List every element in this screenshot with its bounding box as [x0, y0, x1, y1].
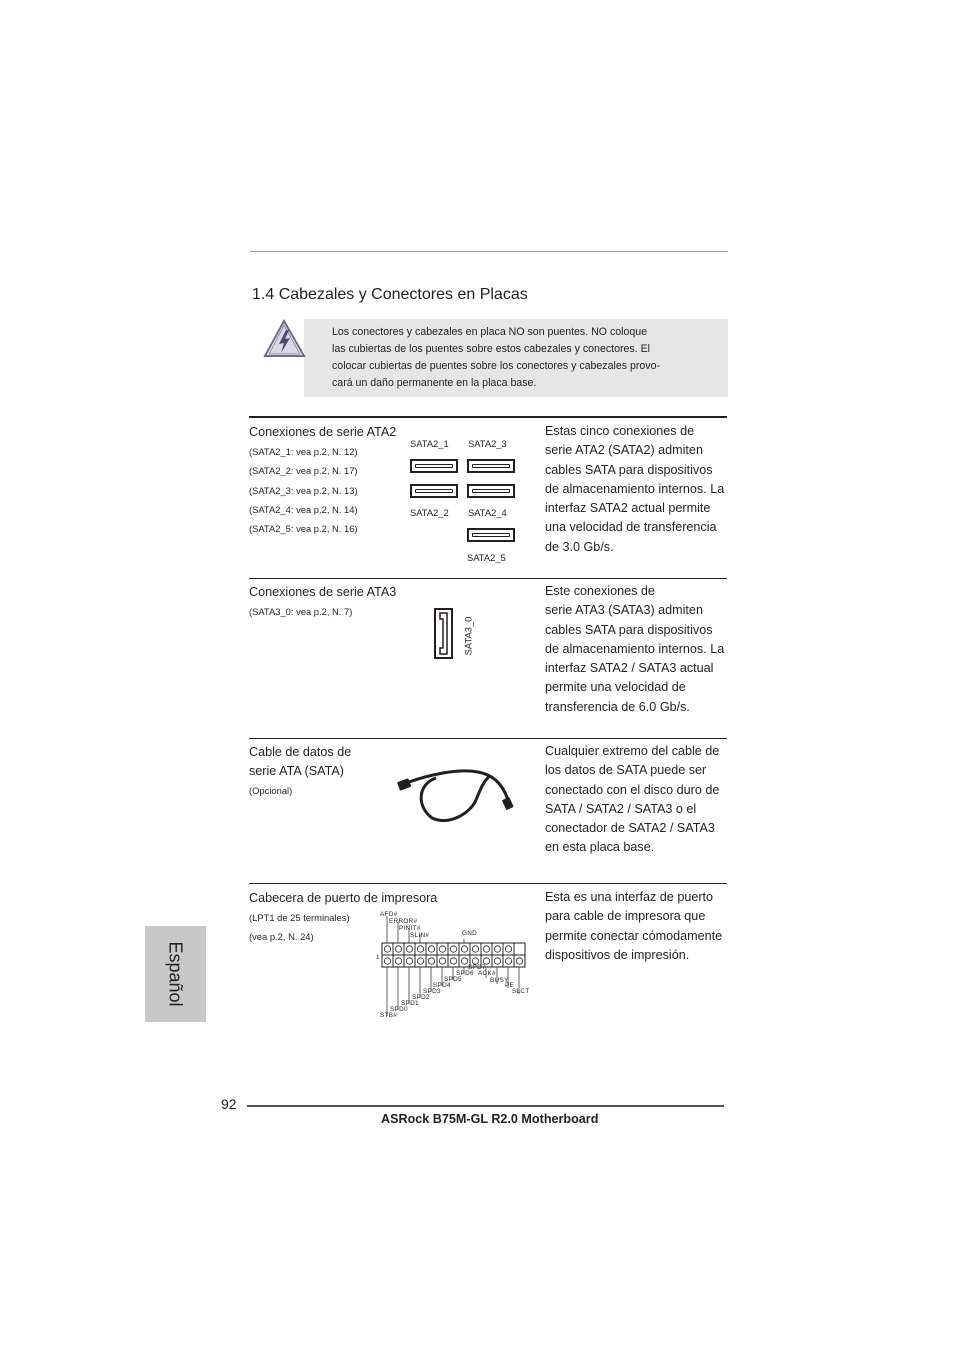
- desc-line: dispositivos de impresión.: [545, 947, 690, 962]
- pin1-marker: 1: [376, 954, 380, 961]
- printer-ref: (vea p.2, N. 24): [249, 931, 314, 942]
- cable-title-line: serie ATA (SATA): [249, 764, 344, 778]
- cable-description: [545, 742, 719, 858]
- sata2-1-connector-icon: [410, 459, 458, 473]
- pin-label-slin: SLIN#: [410, 932, 430, 939]
- pin-label-ack: ACK#: [478, 970, 496, 977]
- pin-label-busy: BUSY: [490, 977, 509, 984]
- warning-hand-icon: [262, 318, 306, 360]
- sata3-description: [545, 582, 724, 717]
- warning-line: cará un daño permanente en la placa base.: [332, 377, 537, 389]
- sata3-title: Conexiones de serie ATA3: [249, 585, 397, 599]
- desc-line: Esta es una interfaz de puerto: [545, 890, 714, 904]
- sata2-divider: [249, 416, 727, 418]
- desc-line: los datos de SATA puede ser: [545, 763, 707, 778]
- sata2-1-label: SATA2_1: [410, 438, 449, 449]
- printer-divider: [249, 883, 727, 884]
- pin-label-spd4: SPD4: [433, 982, 451, 989]
- footer-product: ASRock B75M-GL R2.0 Motherboard: [381, 1112, 599, 1126]
- desc-line: en esta placa base.: [545, 840, 655, 855]
- desc-line: cables SATA para dispositivos: [545, 622, 713, 637]
- sata3-divider: [249, 578, 727, 579]
- sata2-2-connector-icon: [410, 484, 458, 498]
- section-title: 1.4 Cabezales y Conectores en Placas: [252, 286, 528, 303]
- printer-ref: (LPT1 de 25 terminales): [249, 912, 350, 923]
- desc-line: conectado con el disco duro de: [545, 782, 720, 797]
- cable-divider: [249, 738, 727, 739]
- pin-label-afd: AFD#: [380, 911, 398, 918]
- pin-label-spd3: SPD3: [423, 988, 441, 995]
- sata2-4-label: SATA2_4: [468, 507, 507, 518]
- sata2-4-connector-icon: [467, 484, 515, 498]
- desc-line: Cualquier extremo del cable de: [545, 744, 720, 758]
- sata2-ref: (SATA2_4: vea p.2, N. 14): [249, 504, 358, 515]
- desc-line: permite una velocidad de: [545, 680, 686, 695]
- sata3-ref: (SATA3_0: vea p.2, N. 7): [249, 606, 353, 617]
- pin-label-spd7: SPD7: [468, 964, 486, 971]
- desc-line: de 3.0 Gb/s.: [545, 539, 614, 554]
- warning-line: Los conectores y cabezales en placa NO son puentes. NO coloque: [332, 326, 648, 338]
- pin-label-gnd: GND: [462, 930, 478, 937]
- language-tab-label: Español: [165, 941, 186, 1007]
- sata2-ref: (SATA2_2: vea p.2, N. 17): [249, 465, 358, 476]
- pin-label-pe: PE: [505, 982, 515, 989]
- sata2-ref: (SATA2_1: vea p.2, N. 12): [249, 446, 358, 457]
- desc-line: transferencia de 6.0 Gb/s.: [545, 699, 690, 714]
- top-divider: [250, 251, 728, 252]
- pin-label-spd6: SPD6: [456, 970, 474, 977]
- desc-line: Estas cinco conexiones de: [545, 424, 695, 438]
- desc-line: para cable de impresora que: [545, 909, 706, 924]
- pin-label-spd5: SPD5: [444, 976, 462, 983]
- desc-line: SATA / SATA2 / SATA3 o el: [545, 801, 697, 816]
- pin-label-spd2: SPD2: [412, 994, 430, 1001]
- warning-line: las cubiertas de los puentes sobre estos cabezales y conectores. El: [332, 343, 650, 355]
- footer-divider: [247, 1105, 724, 1107]
- desc-line: serie ATA3 (SATA3) admiten: [545, 603, 703, 618]
- sata2-description: [545, 422, 724, 557]
- desc-line: una velocidad de transferencia: [545, 520, 717, 535]
- desc-line: Este conexiones de: [545, 584, 655, 598]
- desc-line: interfaz SATA2 / SATA3 actual: [545, 661, 714, 676]
- sata3-0-connector-icon: [434, 608, 454, 660]
- printer-description: [545, 888, 722, 965]
- pin-label-slct: SLCT: [512, 988, 530, 995]
- warning-text: [332, 324, 682, 392]
- cable-title-line: Cable de datos de: [249, 745, 352, 759]
- sata2-5-label: SATA2_5: [467, 552, 506, 563]
- cable-note: (Opcional): [249, 785, 293, 796]
- sata2-2-label: SATA2_2: [410, 507, 449, 518]
- sata2-3-connector-icon: [467, 459, 515, 473]
- lpt-header-diagram: [378, 908, 538, 1023]
- page-number: 92: [221, 1096, 237, 1112]
- pin-label-pinit: PINIT#: [399, 925, 421, 932]
- desc-line: interfaz SATA2 actual permite: [545, 501, 711, 516]
- pin-label-error: ERROR#: [389, 918, 418, 925]
- sata2-title: Conexiones de serie ATA2: [249, 425, 397, 439]
- desc-line: cables SATA para dispositivos: [545, 462, 713, 477]
- desc-line: de almacenamiento internos. La: [545, 481, 725, 496]
- desc-line: de almacenamiento internos. La: [545, 641, 725, 656]
- sata2-ref: (SATA2_3: vea p.2, N. 13): [249, 485, 358, 496]
- printer-title: Cabecera de puerto de impresora: [249, 891, 438, 905]
- desc-line: permite conectar cómodamente: [545, 928, 723, 943]
- sata2-5-connector-icon: [467, 528, 515, 542]
- pin-label-stb: STB#: [380, 1012, 398, 1019]
- desc-line: conectador de SATA2 / SATA3: [545, 821, 715, 836]
- pin-label-spd1: SPD1: [401, 1000, 419, 1007]
- desc-line: serie ATA2 (SATA2) admiten: [545, 443, 703, 458]
- warning-line: colocar cubiertas de puentes sobre los conectores y cabezales provo-: [332, 360, 660, 372]
- sata2-ref: (SATA2_5: vea p.2, N. 16): [249, 523, 358, 534]
- sata3-0-label: SATA3_0: [462, 616, 474, 656]
- sata2-3-label: SATA2_3: [468, 438, 507, 449]
- sata-cable-icon: [396, 766, 522, 828]
- pin-label-spd0: SPD0: [390, 1006, 408, 1013]
